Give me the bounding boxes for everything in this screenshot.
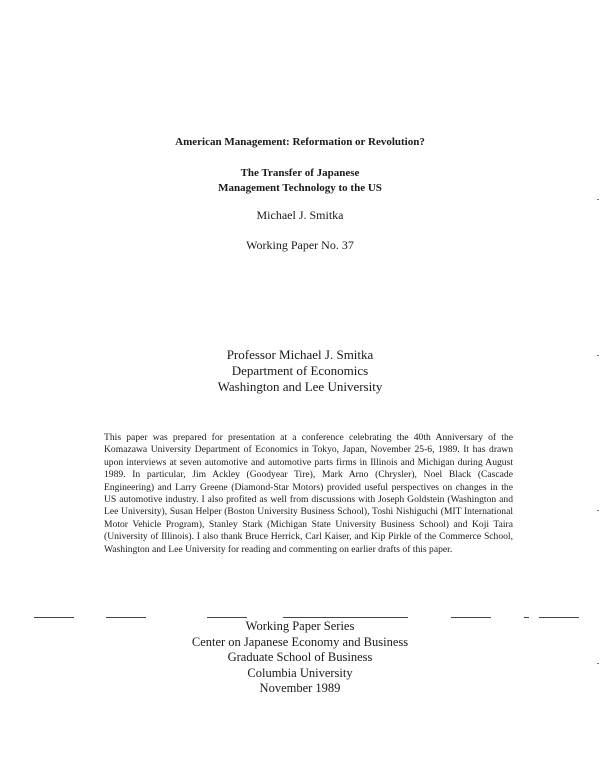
affiliation-line-1: Professor Michael J. Smitka xyxy=(226,347,374,362)
divider-segment xyxy=(524,617,529,618)
divider-segment xyxy=(283,617,408,618)
affiliation-line-2: Department of Economics xyxy=(231,363,369,378)
scan-mark xyxy=(597,355,599,356)
paper-title: American Management: Reformation or Revolution? xyxy=(175,136,425,148)
divider-segment xyxy=(106,617,146,618)
author-name: Michael J. Smitka xyxy=(256,208,344,222)
footer-date: November 1989 xyxy=(259,681,341,695)
scan-mark xyxy=(597,199,599,200)
publication-info xyxy=(0,619,600,697)
subtitle-line-2: Management Technology to the US xyxy=(218,182,382,194)
footer-university: Columbia University xyxy=(247,665,353,680)
author-affiliation xyxy=(0,347,600,395)
affiliation-line-3: Washington and Lee University xyxy=(217,379,383,394)
scan-mark xyxy=(597,663,599,664)
acknowledgement-paragraph: This paper was prepared for presentation at a conference celebrating the 40th Anniversary of the Komazawa University Department of Economics in Tokyo, Japan, November 25-6, 1989. It has drawn upon interviews at seven automotive and automotive parts firms in Illinois and Michigan during August 1989. In particular, Jim Ackley (Goodyear Tire), Mark Arno (Chrysler), Noel Black (Cascade Engineering) and Larry Greene (Diamond-Star Motors) provided useful perspectives on changes in the US automotive industry. I also profited as well from discussions with Joseph Goldstein (Washington and Lee University), Susan Helper (Boston University Business School), Toshi Nishiguchi (MIT International Motor Vehicle Program), Stanley Stark (Michigan State University Business School) and Koji Taira (University of Illinois). I also thank Bruce Herrick, Carl Kaiser, and Kip Pirkle of the Commerce School, Washington and Lee University for reading and commenting on earlier drafts of this paper. xyxy=(104,432,513,555)
divider-segment xyxy=(207,617,247,618)
divider-segment xyxy=(539,617,579,618)
subtitle-line-1: The Transfer of Japanese xyxy=(240,167,360,179)
working-paper-number: Working Paper No. 37 xyxy=(246,238,354,252)
paper-subtitle xyxy=(0,166,600,196)
divider-segment xyxy=(34,617,74,618)
footer-school: Graduate School of Business xyxy=(227,650,373,664)
divider-segment xyxy=(451,617,491,618)
scan-mark xyxy=(597,510,599,511)
footer-center: Center on Japanese Economy and Business xyxy=(191,634,409,649)
footer-series: Working Paper Series xyxy=(245,619,355,633)
